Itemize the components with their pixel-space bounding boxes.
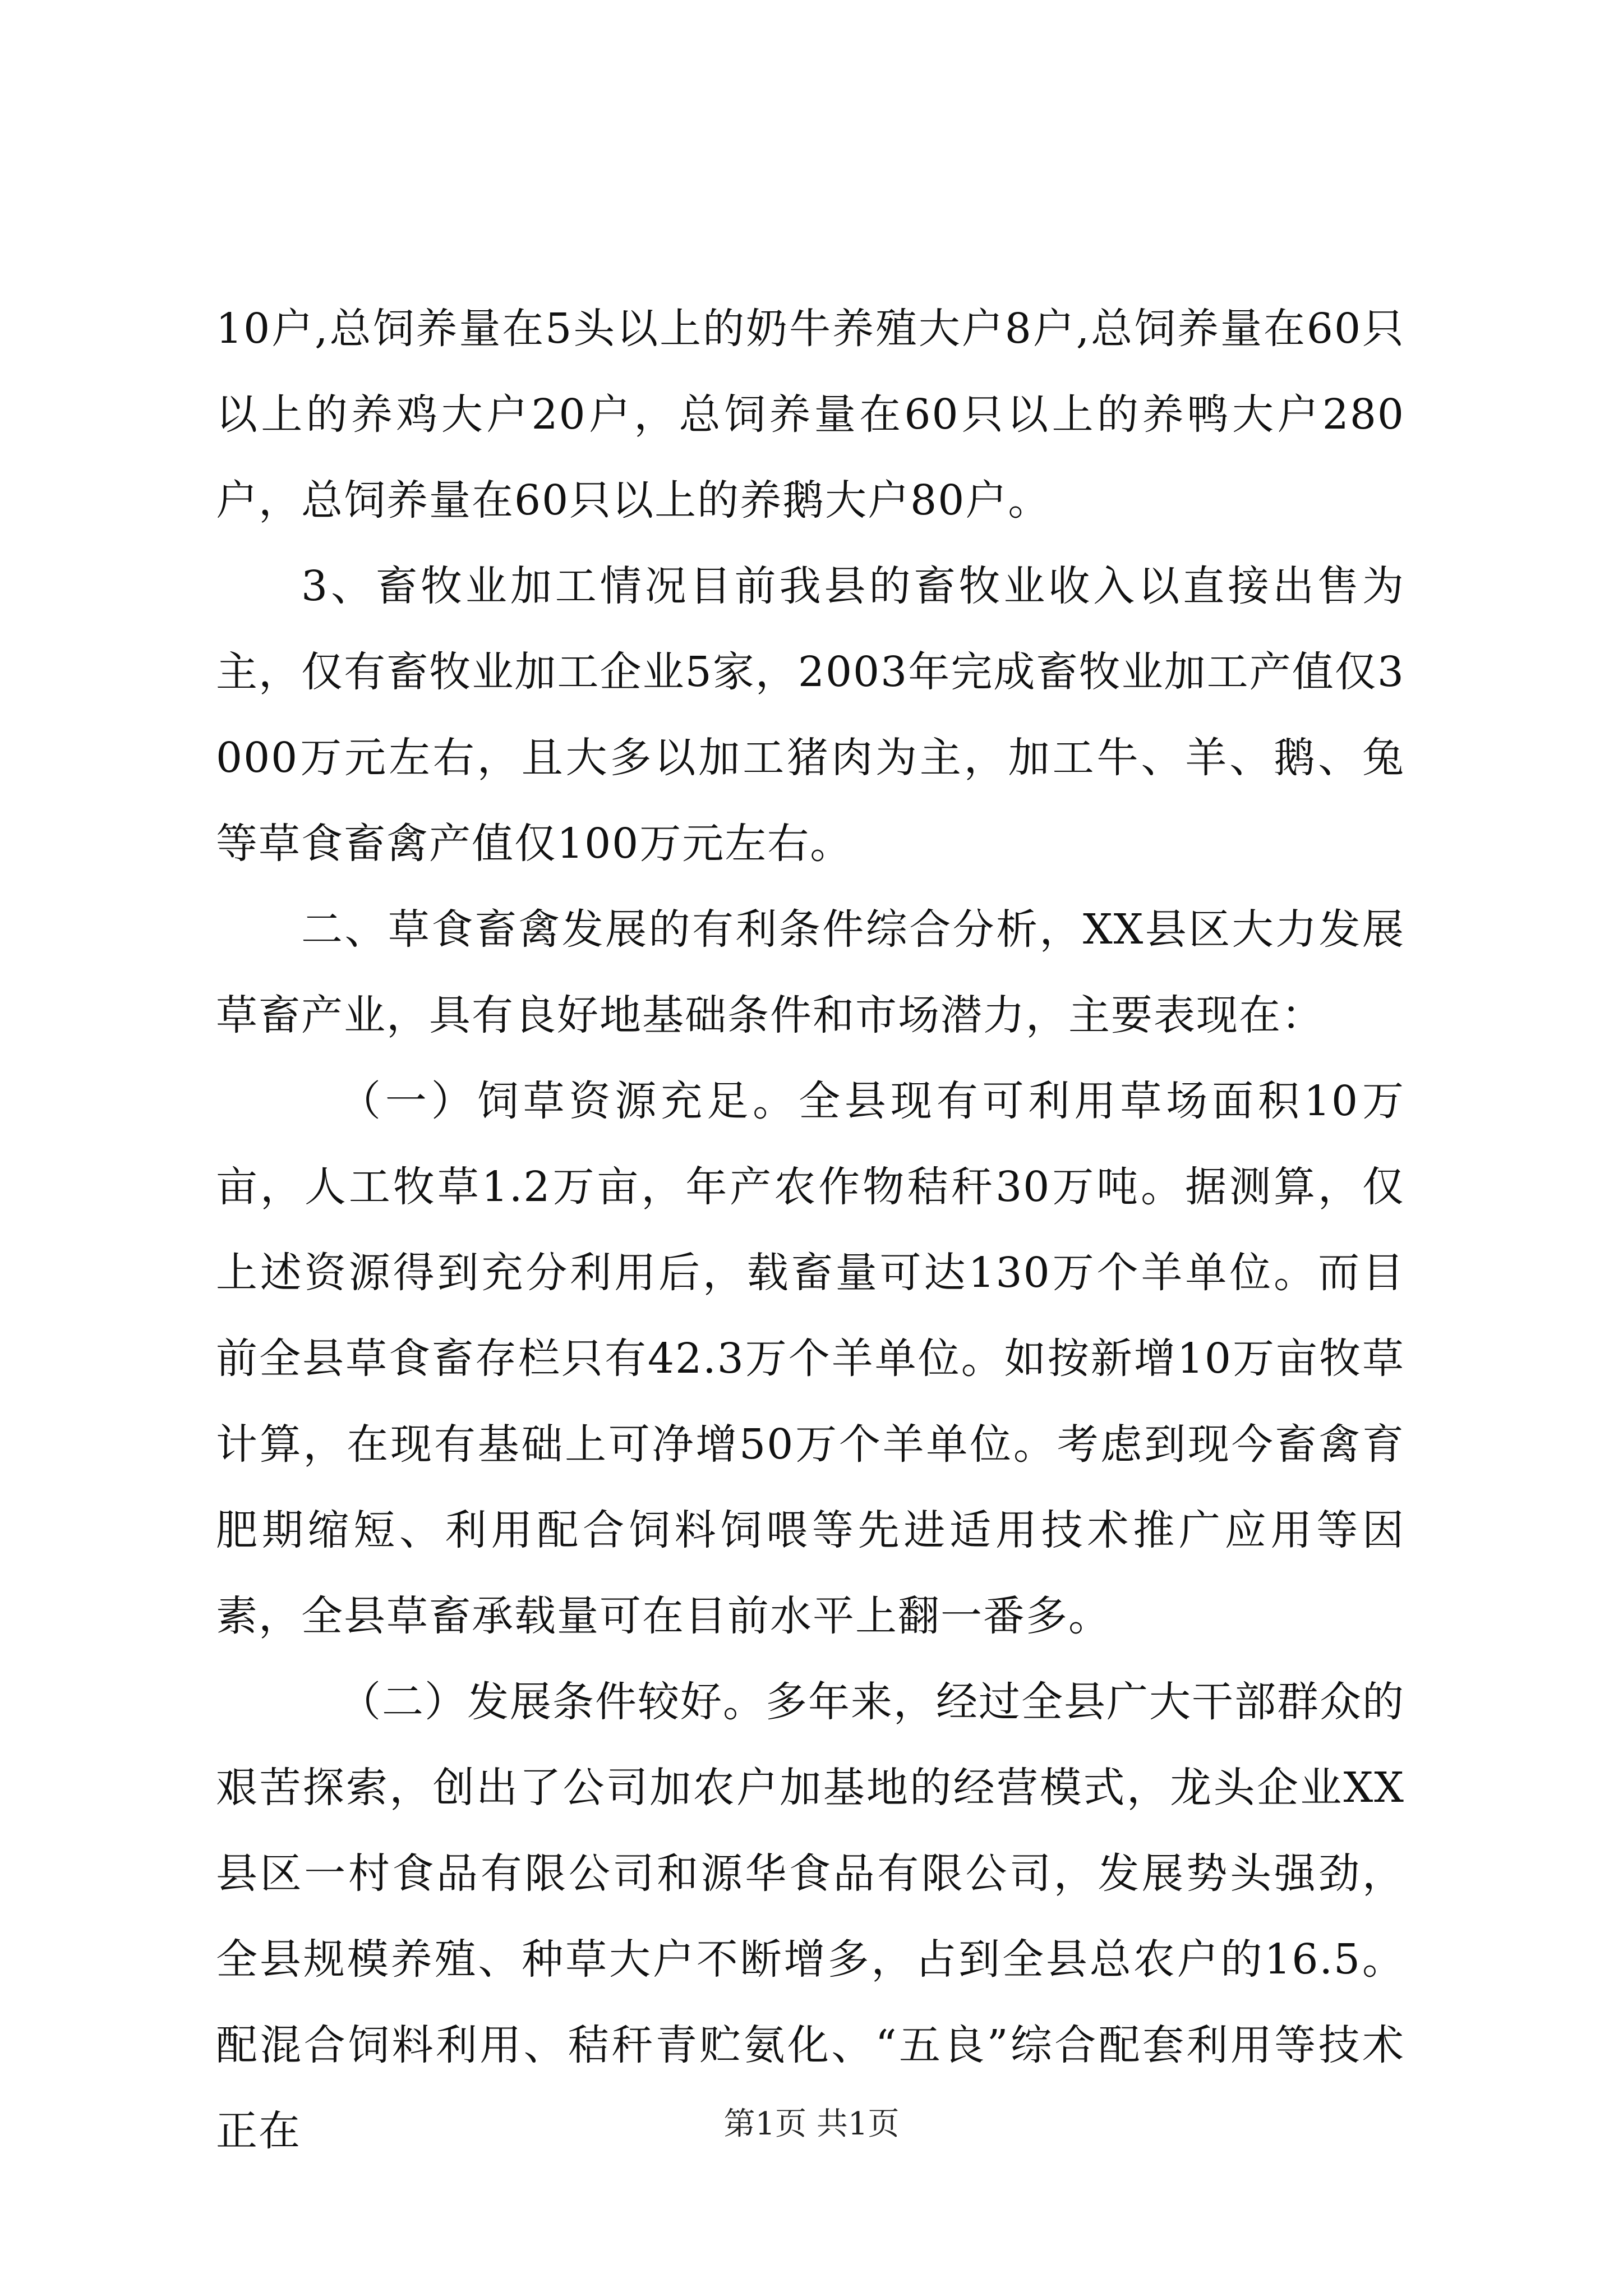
paragraph-continued: 10户,总饲养量在5头以上的奶牛养殖大户8户,总饲养量在60只以上的养鸡大户20户，总饲养量在60只以上的养鸭大户280户，总饲养量在60只以上的养鹅大户80户。 bbox=[216, 305, 1405, 524]
paragraph-processing: 3、畜牧业加工情况目前我县的畜牧业收入以直接出售为主，仅有畜牧业加工企业5家，2003年完成畜牧业加工产值仅3000万元左右，且大多以加工猪肉为主，加工牛、羊、鹅、兔等草食畜禽产值仅100万元左右。 bbox=[216, 562, 1405, 868]
page-footer: 第1页 共1页 bbox=[723, 2106, 900, 2142]
document-body bbox=[216, 286, 1405, 2174]
paragraph-forage-resources: （一）饲草资源充足。全县现有可利用草场面积10万亩，人工牧草1.2万亩，年产农作物秸秆30万吨。据测算，仅上述资源得到充分利用后，载畜量可达130万个羊单位。而目前全县草食畜存栏只有42.3万个羊单位。如按新增10万亩牧草计算，在现有基础上可净增50万个羊单位。考虑到现今畜禽育肥期缩短、利用配合饲料饲喂等先进适用技术推广应用等因素，全县草畜承载量可在目前水平上翻一番多。 bbox=[216, 1077, 1405, 1640]
paragraph-development-conditions: （二）发展条件较好。多年来，经过全县广大干部群众的艰苦探索，创出了公司加农户加基地的经营模式，龙头企业XX县区一村食品有限公司和源华食品有限公司，发展势头强劲，全县规模养殖、种草大户不断增多，占到全县总农户的16.5。配混合饲料利用、秸秆青贮氨化、“五良”综合配套利用等技术正在 bbox=[216, 1678, 1405, 2155]
paragraph-section-two: 二、草食畜禽发展的有利条件综合分析，XX县区大力发展草畜产业，具有良好地基础条件和市场潜力，主要表现在： bbox=[216, 905, 1405, 1039]
